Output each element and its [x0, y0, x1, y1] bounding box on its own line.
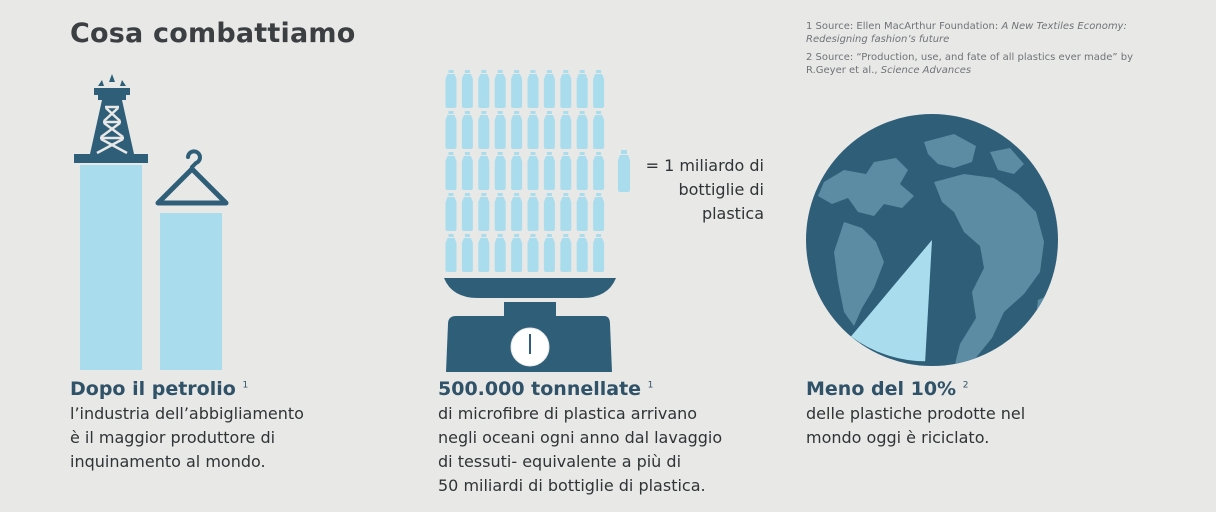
panel-recycling-line-1: delle plastiche prodotte nel — [806, 404, 1026, 423]
panel-microfibers-text — [438, 402, 778, 498]
bottle-icon — [511, 234, 522, 272]
bottle-icon — [462, 111, 473, 149]
bottle-icon — [495, 111, 506, 149]
bottle-icon — [544, 152, 555, 190]
bottle-icon — [495, 152, 506, 190]
bottle-grid — [444, 70, 624, 280]
bottle-icon — [577, 152, 588, 190]
panel-oil-heading — [70, 378, 390, 400]
bottle-icon — [495, 193, 506, 231]
bottle-legend-line-3: plastica — [701, 204, 764, 223]
panel-oil-line-2: è il maggior produttore di — [70, 428, 276, 447]
bottle-legend-line-2: bottiglie di — [678, 180, 764, 199]
bottle-icon — [560, 193, 571, 231]
source-1 — [806, 20, 1136, 46]
bottle-icon — [593, 234, 604, 272]
bottle-icon — [446, 234, 457, 272]
panel-microfibers — [438, 378, 778, 498]
bottle-icon — [560, 111, 571, 149]
bottle-icon — [544, 234, 555, 272]
panel-recycling-heading — [806, 378, 1106, 400]
bottle-icon — [495, 234, 506, 272]
bottle-icon — [528, 152, 539, 190]
panel-microfibers-line-3: di tessuti- equivalente a più di — [438, 452, 682, 471]
clothing-bar — [160, 213, 224, 373]
bottle-icon — [577, 111, 588, 149]
bottle-icon — [544, 111, 555, 149]
bottle-icon — [577, 234, 588, 272]
bottle-icon — [560, 152, 571, 190]
bottle-icon — [544, 193, 555, 231]
bottle-icon — [511, 193, 522, 231]
bottle-icon — [478, 234, 489, 272]
panel-recycling-line-2: mondo oggi è riciclato. — [806, 428, 990, 447]
bottle-icon — [528, 111, 539, 149]
bottle-icon — [462, 193, 473, 231]
hanger-icon — [152, 145, 232, 215]
bottle-icon — [593, 111, 604, 149]
bottle-legend-line-1: = 1 miliardo di — [645, 156, 764, 175]
panel-oil-heading-text: Dopo il petrolio — [70, 378, 236, 400]
bottle-icon — [544, 70, 555, 108]
bottle-icon — [577, 193, 588, 231]
source-2 — [806, 51, 1136, 77]
bottle-icon — [593, 152, 604, 190]
bottle-icon — [577, 70, 588, 108]
panel-oil-line-3: inquinamento al mondo. — [70, 452, 266, 471]
source-2-prefix: 2 Source: “Production, use, and fate of all plastics ever made” by R.Geyer et al., — [806, 52, 1134, 76]
panel-oil-ref: 1 — [242, 380, 249, 391]
panel-recycling-ref: 2 — [962, 380, 969, 391]
bottle-icon — [511, 70, 522, 108]
bottle-icon — [528, 70, 539, 108]
bottle-icon — [462, 234, 473, 272]
scale-icon — [442, 272, 622, 372]
panel-microfibers-line-1: di microfibre di plastica arrivano — [438, 404, 698, 423]
source-1-prefix: 1 Source: Ellen MacArthur Foundation: — [806, 21, 1002, 32]
bottle-icon — [478, 193, 489, 231]
source-1-title: A New Textiles Economy: Redesigning fashion’s future — [806, 21, 1127, 45]
panel-recycling-heading-text: Meno del 10% — [806, 378, 957, 400]
source-2-journal: Science Advances — [880, 65, 972, 76]
bottle-icon — [478, 152, 489, 190]
panel-microfibers-ref: 1 — [647, 380, 654, 391]
panel-oil — [70, 378, 390, 474]
bottle-icon — [560, 234, 571, 272]
bottle-icon — [446, 70, 457, 108]
oil-bar — [80, 165, 144, 375]
panel-recycling — [806, 378, 1106, 450]
bottle-icon — [446, 111, 457, 149]
bottle-icon — [511, 152, 522, 190]
bottle-icon — [478, 70, 489, 108]
panel-recycling-text — [806, 402, 1106, 450]
bottle-icon — [462, 70, 473, 108]
sources-note — [806, 20, 1136, 82]
bottle-icon — [446, 193, 457, 231]
bottle-icon — [593, 70, 604, 108]
panel-microfibers-heading-text: 500.000 tonnellate — [438, 378, 642, 400]
bottle-legend — [644, 154, 764, 226]
bottle-legend-icon — [616, 150, 632, 192]
oil-rig-icon — [72, 72, 152, 172]
globe-icon — [804, 112, 1064, 372]
panel-oil-text — [70, 402, 390, 474]
bottle-icon — [528, 193, 539, 231]
bottle-icon — [495, 70, 506, 108]
panel-microfibers-line-2: negli oceani ogni anno dal lavaggio — [438, 428, 723, 447]
bottle-icon — [560, 70, 571, 108]
bottle-icon — [511, 111, 522, 149]
panel-microfibers-heading — [438, 378, 778, 400]
page-title: Cosa combattiamo — [70, 18, 356, 49]
bottle-icon — [528, 234, 539, 272]
bottle-icon — [446, 152, 457, 190]
bottle-icon — [478, 111, 489, 149]
panel-oil-line-1: l’industria dell’abbigliamento — [70, 404, 304, 423]
bottle-icon — [593, 193, 604, 231]
bottle-icon — [462, 152, 473, 190]
panel-microfibers-line-4: 50 miliardi di bottiglie di plastica. — [438, 476, 706, 495]
